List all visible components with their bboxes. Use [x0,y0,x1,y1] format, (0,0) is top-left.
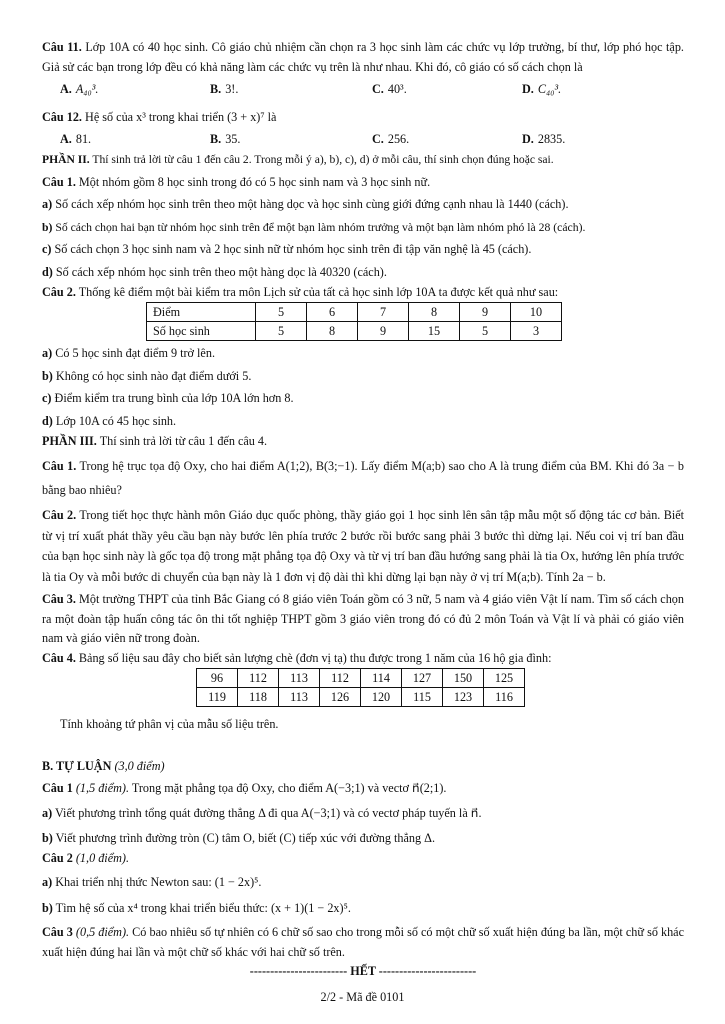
score-table [146,302,562,341]
question-text: Thống kê điểm một bài kiểm tra môn Lịch sử của tất cả học sinh lớp 10A ta được kết quả như sau: [78,284,559,299]
question-11-options [42,80,684,100]
statement-text: Số cách xếp nhóm học sinh trên theo một hàng dọc và học sinh cùng giới đứng cạnh nhau là 1440 (cách). [55,197,569,212]
question-text: Trong mặt phẳng tọa độ Oxy, cho điểm A(−3;1) và vectơ n⃗(2;1). [131,780,447,795]
option-value: 2835. [537,132,566,147]
question-11 [42,38,684,77]
part-text: Viết phương trình đường tròn (C) tâm O, biết (C) tiếp xúc với đường thẳng Δ. [55,830,436,845]
part-3-heading [42,432,684,452]
table-row [147,303,562,322]
question-12-options [42,130,684,150]
table-cell: 115 [402,688,443,707]
table-cell: 5 [460,322,511,341]
part-key: b) [42,901,53,916]
statement-text: Có 5 học sinh đạt điểm 9 trở lên. [55,346,215,361]
essay-question-1 [42,777,684,799]
page-footer: 2/2 - Mã đề 0101 [320,990,405,1004]
part-text: Khai triển nhị thức Newton sau: (1 − 2x)⁵. [55,875,262,890]
question-number: Câu 2. [42,508,77,523]
question-12 [42,108,684,128]
statement-text: Không có học sinh nào đạt điểm dưới 5. [55,368,252,383]
table-cell: 8 [307,322,358,341]
statement-a [42,344,684,364]
part-intro: Thí sinh trả lời từ câu 1 đến câu 4. [99,433,268,448]
table-cell: 15 [409,322,460,341]
essay-2-part-a [42,871,684,893]
table-cell: Số học sinh [147,322,256,341]
question-text: Hệ số của x³ trong khai triển (3 + x)⁷ là [85,109,277,124]
table-cell: 3 [511,322,562,341]
table-cell: 5 [256,322,307,341]
statement-text: Số cách xếp nhóm học sinh trên theo một hàng dọc là 40320 (cách). [55,264,387,279]
statement-key: c) [42,242,52,257]
essay-points: (3,0 điểm) [114,759,165,774]
option-d [522,80,672,100]
part-3-question-3 [42,590,684,649]
statement-d [42,263,684,283]
part-title: PHẦN II. [42,152,90,166]
question-number: Câu 2. [42,284,76,299]
essay-heading [42,757,684,777]
part-key: a) [42,875,53,890]
essay-1-part-a [42,802,684,824]
table-cell: 8 [409,303,460,322]
option-c [372,80,522,100]
table-row [197,669,525,688]
question-points: (1,5 điểm). [75,780,130,795]
statement-key: a) [42,346,53,361]
option-key: C. [372,82,384,97]
question-text: Trong hệ trục tọa độ Oxy, cho hai điểm A(1;2), B(3;−1). Lấy điểm M(a;b) sao cho A là trung điểm của BM. Khi đó 3a − b bằng bao nhiêu? [42,459,684,498]
option-value: 81. [75,132,92,147]
option-b [210,130,372,150]
part-text: Viết phương trình tổng quát đường thẳng Δ đi qua A(−3;1) và có vectơ pháp tuyến là n⃗. [54,805,482,820]
statement-key: b) [42,368,53,383]
table-cell: 123 [443,688,484,707]
statement-key: a) [42,197,53,212]
table-cell: 9 [460,303,511,322]
table-cell: 112 [320,669,361,688]
part-3-question-2 [42,505,684,587]
table-cell: 125 [484,669,525,688]
option-value: A₄₀³. [75,82,99,97]
option-b [210,80,372,100]
option-key: D. [522,82,534,97]
table-cell: 116 [484,688,525,707]
question-text: Một nhóm gồm 8 học sinh trong đó có 5 học sinh nam và 3 học sinh nữ. [78,174,431,189]
statement-b [42,367,684,387]
table-cell: 118 [238,688,279,707]
table-cell: 119 [197,688,238,707]
option-key: B. [210,82,222,97]
question-number: Câu 1 [42,780,73,795]
question-text: Có bao nhiêu số tự nhiên có 6 chữ số sao cho trong mỗi số có một chữ số xuất hiện đúng ba lần, một chữ số khác xuất hiện đúng hai lần và một chữ số khác với hai chữ số trên. [42,925,684,959]
question-text: Một trường THPT của tỉnh Bắc Giang có 8 giáo viên Toán gồm có 3 nữ, 5 nam và 4 giáo viên Vật lí nam. Tìm số cách chọn ra một đoàn tập huấn công tác ôn thi tốt nghiệp THPT gồm 3 giáo viên trong đó có đủ 2 môn Toán và Vật lí và phải có giáo viên nam và giáo viên nữ trong đoàn. [42,592,684,646]
question-number: Câu 12. [42,109,82,124]
question-text: Lớp 10A có 40 học sinh. Cô giáo chủ nhiệm cần chọn ra 3 học sinh làm các chức vụ lớp trưởng, bí thư, lớp phó học tập. Giả sử các bạn trong lớp đều có khả năng làm các chức vụ trên là như nhau. Khi đó, cô giáo có số cách chọn là [42,40,684,74]
part-title: PHẦN III. [42,433,97,448]
part-2-heading [42,150,684,170]
option-key: A. [60,132,72,147]
statement-d [42,412,684,432]
statement-key: d) [42,264,53,279]
part-intro: Thí sinh trả lời từ câu 1 đến câu 2. Trong mỗi ý a), b), c), d) ở mỗi câu, thí sinh chọn đúng hoặc sai. [92,152,554,166]
statement-text: Lớp 10A có 45 học sinh. [55,413,177,428]
essay-2-part-b [42,896,684,920]
option-value: 3!. [225,82,239,97]
part-text: Tìm hệ số của x⁴ trong khai triển biểu thức: (x + 1)(1 − 2x)⁵. [55,901,351,916]
table-cell: 10 [511,303,562,322]
statement-b [42,218,684,238]
exam-page [42,38,684,982]
option-value: 35. [225,132,241,147]
question-4-prompt: Tính khoảng tứ phân vị của mẫu số liệu trên. [60,717,279,732]
option-a [60,80,210,100]
option-key: C. [372,132,384,147]
table-cell: 5 [256,303,307,322]
tea-yield-table [196,668,525,707]
option-key: B. [210,132,222,147]
statement-text: Điểm kiểm tra trung bình của lớp 10A lớn hơn 8. [54,391,294,406]
option-value: C₄₀³. [537,82,562,97]
table-cell: 114 [361,669,402,688]
table-cell: 6 [307,303,358,322]
table-cell: 96 [197,669,238,688]
statement-a [42,195,684,215]
part-2-question-2 [42,283,684,303]
statement-c [42,240,684,260]
essay-question-2 [42,849,684,869]
question-number: Câu 4. [42,650,76,665]
option-value: 40³. [387,82,407,97]
table-cell: 113 [279,688,320,707]
table-cell: 120 [361,688,402,707]
essay-1-part-b [42,827,684,849]
table-cell: 7 [358,303,409,322]
option-c [372,130,522,150]
table-cell: 127 [402,669,443,688]
question-text: Trong tiết học thực hành môn Giáo dục quốc phòng, thầy giáo gọi 1 học sinh lên sân tập mẫu một số động tác cơ bản. Biết từ vị trí xuất phát thầy yêu cầu bạn này bước lên phía trước 2 bước rồi bước sang phải 3 bước thì dừng lại. Nếu coi vị trí ban đầu của bạn học sinh này là gốc tọa độ trong mặt phẳng tọa độ Oxy và từ vị trí ban đầu hướng sang phải là tia Ox, hướng lên phía trước là tia Oy và mỗi bước di chuyển của bạn này là 1 đơn vị độ dài thì khi dừng lại bạn này ở vị trí M(a;b). Tính 2a − b. [42,508,685,584]
statement-key: d) [42,413,53,428]
table-cell: 9 [358,322,409,341]
part-3-question-1 [42,454,684,502]
question-number: Câu 11. [42,40,82,54]
essay-question-3 [42,923,684,962]
part-3-question-4 [42,649,684,669]
statement-text: Số cách chọn hai bạn từ nhóm học sinh trên để một bạn làm nhóm trưởng và một bạn làm nhóm phó là 28 (cách). [55,220,586,234]
question-text: Bảng số liệu sau đây cho biết sản lượng chè (đơn vị tạ) thu được trong 1 năm của 16 hộ gia đình: [78,650,552,665]
question-number: Câu 1. [42,459,77,474]
question-number: Câu 3 [42,925,73,940]
part-key: a) [42,805,53,820]
question-points: (0,5 điểm). [75,925,130,940]
statement-key: b) [42,220,53,234]
statement-c [42,389,684,409]
table-row [147,322,562,341]
question-points: (1,0 điểm). [75,850,130,865]
part-2-question-1 [42,173,684,193]
option-d [522,130,672,150]
table-cell: Điểm [147,303,256,322]
question-number: Câu 3. [42,592,76,607]
option-a [60,130,210,150]
question-number: Câu 1. [42,174,76,189]
question-number: Câu 2 [42,850,73,865]
table-cell: 112 [238,669,279,688]
table-cell: 150 [443,669,484,688]
part-key: b) [42,830,53,845]
essay-title: B. TỰ LUẬN [42,759,112,774]
table-cell: 126 [320,688,361,707]
end-marker: ------------------------ HẾT ------------------------ [249,964,477,979]
option-value: 256. [387,132,410,147]
statement-key: c) [42,391,52,406]
statement-text: Số cách chọn 3 học sinh nam và 2 học sinh nữ từ nhóm học sinh trên đi tập văn nghệ là 45 (cách). [54,242,532,257]
option-key: A. [60,82,72,97]
table-row [197,688,525,707]
table-cell: 113 [279,669,320,688]
option-key: D. [522,132,534,147]
